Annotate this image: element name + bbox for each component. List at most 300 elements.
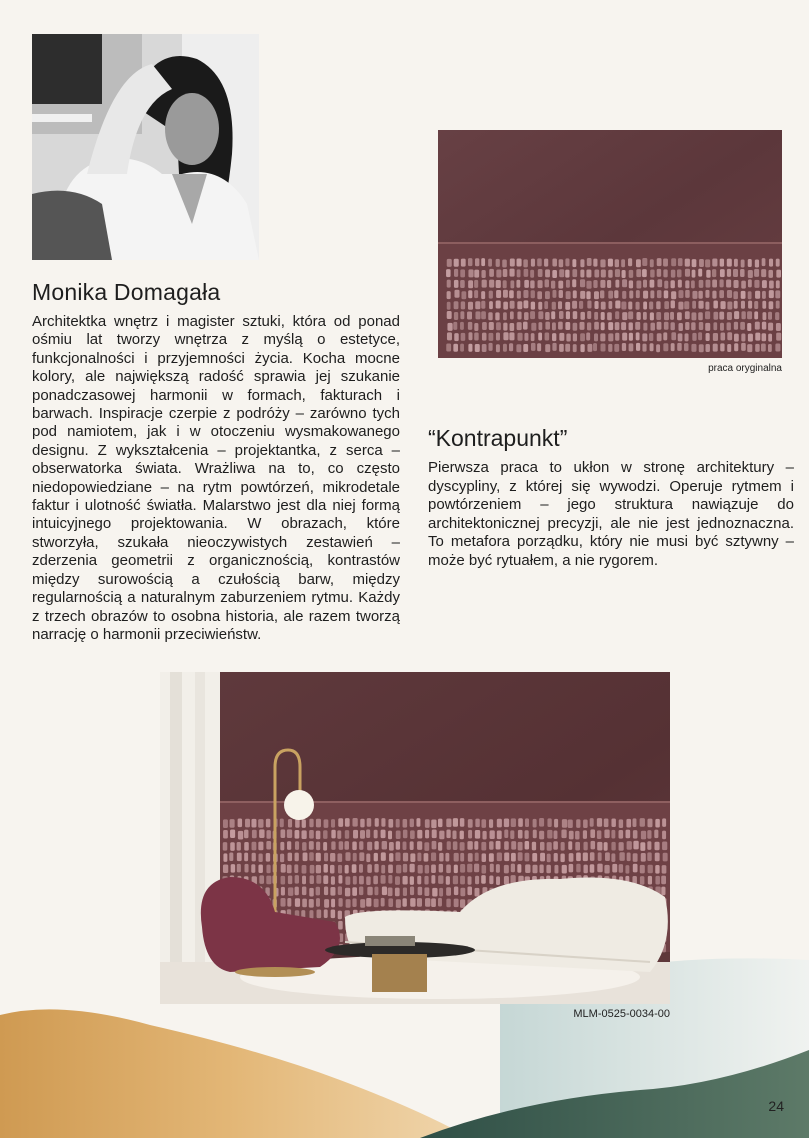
pattern-tile <box>309 841 314 850</box>
pattern-tile <box>517 269 521 277</box>
pattern-tile <box>615 333 619 341</box>
pattern-tile <box>281 876 286 885</box>
pattern-tile <box>590 829 595 838</box>
pattern-tile <box>569 864 574 873</box>
pattern-tile <box>496 290 501 298</box>
pattern-tile <box>510 311 514 319</box>
pattern-tile <box>626 830 631 839</box>
pattern-tile <box>633 853 638 862</box>
pattern-tile <box>727 290 732 298</box>
pattern-tile <box>540 842 544 851</box>
pattern-tile <box>460 853 464 862</box>
pattern-tile <box>608 301 612 309</box>
pattern-tile <box>587 300 591 308</box>
pattern-tile <box>439 853 443 862</box>
pattern-tile <box>503 332 508 340</box>
pattern-tile <box>467 841 472 850</box>
pattern-tile <box>475 301 480 309</box>
pattern-tile <box>316 898 320 907</box>
pattern-tile <box>684 301 689 309</box>
pattern-tile <box>530 280 534 288</box>
pattern-tile <box>538 322 542 330</box>
pattern-tile <box>720 333 725 341</box>
pattern-tile <box>281 887 285 896</box>
pattern-tile <box>424 887 429 896</box>
pattern-tile <box>629 291 633 299</box>
pattern-tile <box>517 864 521 873</box>
pattern-tile <box>410 819 414 828</box>
pattern-tile <box>447 841 451 850</box>
pattern-tile <box>489 280 494 288</box>
pattern-tile <box>657 258 662 266</box>
pattern-tile <box>769 259 773 267</box>
pattern-tile <box>417 876 421 885</box>
pattern-tile <box>615 300 620 308</box>
pattern-tile <box>768 323 773 331</box>
pattern-tile <box>573 323 578 331</box>
pattern-tile <box>504 865 509 874</box>
pattern-tile <box>330 887 335 896</box>
pattern-tile <box>650 280 655 288</box>
pattern-tile <box>636 312 640 320</box>
pattern-tile <box>762 280 767 288</box>
pattern-tile <box>568 819 573 828</box>
pattern-tile <box>640 876 644 885</box>
pattern-tile <box>452 831 456 840</box>
pattern-tile <box>597 864 602 873</box>
pattern-tile <box>552 333 556 341</box>
pattern-tile <box>474 290 478 298</box>
pattern-tile <box>439 888 443 897</box>
pattern-tile <box>460 876 465 885</box>
pattern-tile <box>309 819 313 828</box>
pattern-tile <box>625 865 629 874</box>
pattern-tile <box>755 333 760 341</box>
pattern-tile <box>496 322 501 330</box>
pattern-tile <box>628 302 632 310</box>
pattern-tile <box>460 899 465 908</box>
pattern-tile <box>438 819 442 828</box>
pattern-tile <box>604 842 608 851</box>
pattern-tile <box>633 841 638 850</box>
pattern-tile <box>531 343 536 351</box>
pattern-tile <box>671 270 675 278</box>
pattern-tile <box>490 864 494 873</box>
pattern-tile <box>288 887 293 896</box>
pattern-tile <box>504 876 509 885</box>
pattern-tile <box>346 899 351 908</box>
pattern-tile <box>396 865 401 874</box>
pattern-tile <box>545 269 550 277</box>
pattern-tile <box>447 332 452 340</box>
pattern-tile <box>647 852 651 861</box>
pattern-tile <box>650 259 654 267</box>
pattern-tile <box>454 312 458 320</box>
pattern-tile <box>496 841 501 850</box>
pattern-tile <box>367 818 372 827</box>
pattern-tile <box>587 322 591 330</box>
pattern-tile <box>518 830 523 839</box>
pattern-tile <box>302 865 307 874</box>
pattern-tile <box>712 269 716 277</box>
pattern-tile <box>453 344 458 352</box>
pattern-tile <box>446 876 450 885</box>
pattern-tile <box>489 853 494 862</box>
pattern-tile <box>551 281 555 289</box>
pattern-tile <box>748 270 753 278</box>
pattern-tile <box>619 819 623 828</box>
pattern-tile <box>481 819 486 828</box>
pattern-tile <box>447 311 452 319</box>
pattern-tile <box>554 865 558 874</box>
pattern-tile <box>396 841 400 850</box>
pattern-tile <box>604 819 609 828</box>
pattern-tile <box>640 865 645 874</box>
pattern-tile <box>629 280 633 288</box>
pattern-tile <box>547 830 552 839</box>
pattern-tile <box>539 865 543 874</box>
pattern-tile <box>726 279 731 287</box>
pattern-tile <box>468 819 473 828</box>
pattern-tile <box>338 921 343 930</box>
pattern-tile <box>544 301 548 309</box>
pattern-tile <box>331 830 335 839</box>
pattern-tile <box>608 344 612 352</box>
pattern-tile <box>244 842 249 851</box>
pattern-tile <box>374 864 378 873</box>
pattern-tile <box>266 819 271 828</box>
pattern-tile <box>468 258 472 266</box>
pattern-tile <box>481 258 485 266</box>
pattern-tile <box>712 291 716 299</box>
pattern-tile <box>754 280 759 288</box>
pattern-tile <box>747 323 751 331</box>
pattern-tile <box>454 290 459 298</box>
pattern-tile <box>497 831 502 840</box>
pattern-tile <box>580 344 584 352</box>
pattern-tile <box>223 853 227 862</box>
pattern-tile <box>677 269 682 277</box>
pattern-tile <box>460 322 464 330</box>
pattern-tile <box>410 841 414 850</box>
pattern-tile <box>706 280 711 288</box>
pattern-tile <box>670 312 674 320</box>
pattern-tile <box>580 270 584 278</box>
pattern-tile <box>664 281 668 289</box>
pattern-tile <box>474 864 479 873</box>
pattern-tile <box>381 830 386 839</box>
pattern-tile <box>740 322 745 330</box>
pattern-tile <box>367 864 372 873</box>
pattern-tile <box>417 841 422 850</box>
pattern-tile <box>425 830 429 839</box>
pattern-tile <box>259 875 264 884</box>
pattern-tile <box>720 269 725 277</box>
pattern-tile <box>748 291 752 299</box>
pattern-tile <box>655 865 659 874</box>
pattern-tile <box>517 291 521 299</box>
pattern-tile <box>705 302 709 310</box>
pattern-tile <box>699 344 704 352</box>
pattern-tile <box>538 269 543 277</box>
pattern-tile <box>517 333 522 341</box>
pattern-tile <box>503 280 507 288</box>
pattern-tile <box>720 301 725 309</box>
pattern-tile <box>453 876 458 885</box>
pattern-tile <box>734 343 738 351</box>
pattern-tile <box>366 829 370 838</box>
pattern-tile <box>410 853 415 862</box>
pattern-tile <box>359 886 363 895</box>
pattern-tile <box>565 302 570 310</box>
pattern-tile <box>454 301 459 309</box>
pattern-tile <box>545 322 550 330</box>
pattern-tile <box>524 333 528 341</box>
pattern-tile <box>657 279 662 287</box>
pattern-tile <box>402 898 406 907</box>
pattern-tile <box>593 280 597 288</box>
pattern-tile <box>775 312 779 320</box>
pattern-tile <box>302 887 306 896</box>
pattern-tile <box>615 322 620 330</box>
pattern-tile <box>431 864 436 873</box>
pattern-tile <box>594 312 598 320</box>
pattern-tile <box>461 291 466 299</box>
pattern-tile <box>510 323 515 331</box>
pattern-tile <box>685 259 690 267</box>
pattern-tile <box>531 333 535 341</box>
pattern-tile <box>671 343 675 351</box>
pattern-tile <box>769 290 774 298</box>
pattern-tile <box>238 831 243 840</box>
pattern-tile <box>607 280 611 288</box>
pattern-tile <box>237 853 242 862</box>
pattern-tile <box>266 853 270 862</box>
pattern-tile <box>381 875 386 884</box>
pattern-tile <box>586 291 590 299</box>
pattern-tile <box>374 887 378 896</box>
pattern-tile <box>619 830 624 839</box>
pattern-tile <box>636 302 640 310</box>
pattern-tile <box>303 853 308 862</box>
pattern-tile <box>461 301 465 309</box>
pattern-tile <box>468 322 472 330</box>
pattern-tile <box>691 280 695 288</box>
pattern-tile <box>359 841 363 850</box>
pattern-tile <box>671 332 676 340</box>
pattern-tile <box>316 819 321 828</box>
pattern-tile <box>425 898 430 907</box>
pattern-tile <box>331 876 335 885</box>
pattern-tile <box>510 258 515 266</box>
pattern-tile <box>524 269 529 277</box>
pattern-tile <box>523 259 527 267</box>
pattern-tile <box>388 865 393 874</box>
pattern-tile <box>511 841 516 850</box>
pattern-tile <box>316 842 320 851</box>
pattern-tile <box>345 852 350 861</box>
pattern-tile <box>266 876 271 885</box>
pattern-tile <box>482 865 487 874</box>
pattern-tile <box>572 269 577 277</box>
pattern-tile <box>684 343 688 351</box>
pattern-tile <box>619 852 624 861</box>
pattern-tile <box>460 864 465 873</box>
pattern-tile <box>734 259 738 267</box>
pattern-tile <box>345 818 350 827</box>
pattern-tile <box>316 865 321 874</box>
pattern-tile <box>776 333 781 341</box>
pattern-tile <box>558 322 563 330</box>
pattern-tile <box>424 853 429 862</box>
pattern-tile <box>643 280 647 288</box>
pattern-tile <box>604 829 609 838</box>
pattern-tile <box>475 830 480 839</box>
pattern-tile <box>633 830 638 839</box>
pattern-tile <box>538 280 543 288</box>
pattern-tile <box>583 853 588 862</box>
author-bio: Architektka wnętrz i magister sztuki, która od ponad ośmiu lat tworzy wnętrza z myślą o estetyce, funkcjonalności i przyjemności życia. Kocha mocne kolory, ale największą radość sprawia jej szukanie ponadczasowej harmonii w formach, fakturach i barwach. Inspiracje czerpie z podróży – zarówno tych pod namiotem, jak i w otoczeniu wysmakowanego designu. Z wykształcenia – projektantka, z serca – obserwatorka świata. Wrażliwa na to, co często niedopowiedziane – na rytm powtórzeń, mikrodetale faktur i ulotność światła. Malarstwo jest dla niej formą intuicyjnego projektowania. W obrazach, które stworzyła, szukała nieoczywistych zestawień – zderzenia geometrii z organicznością, kontrastów między surowością a czułością barw, między regularnością a naturalnym zaburzeniem rytmu. Każdy z trzech obrazów to osobna historia, ale razem tworzą narrację o harmonii przeciwieństw. <box>32 313 400 643</box>
pattern-tile <box>503 312 507 320</box>
pattern-tile <box>698 312 703 320</box>
pattern-tile <box>741 311 745 319</box>
pattern-tile <box>532 842 536 851</box>
pattern-tile <box>295 853 299 862</box>
pattern-tile <box>439 864 443 873</box>
pattern-tile <box>598 852 602 861</box>
pattern-tile <box>454 853 459 862</box>
pattern-tile <box>258 853 262 862</box>
pattern-tile <box>489 291 493 299</box>
pattern-tile <box>705 323 710 331</box>
pattern-tile <box>510 830 514 839</box>
pattern-tile <box>324 909 328 918</box>
pattern-tile <box>381 865 385 874</box>
pattern-tile <box>636 332 640 340</box>
pattern-tile <box>713 344 718 352</box>
pattern-tile <box>403 876 408 885</box>
pattern-tile <box>647 841 651 850</box>
pattern-tile <box>352 887 357 896</box>
pattern-tile <box>495 312 499 320</box>
pattern-tile <box>523 290 528 298</box>
pattern-tile <box>615 311 619 319</box>
pattern-tile <box>539 818 544 827</box>
pattern-tile <box>569 831 574 840</box>
pattern-tile <box>454 259 459 267</box>
pattern-tile <box>517 259 522 267</box>
pattern-tile <box>475 344 480 352</box>
pattern-tile <box>518 842 523 851</box>
pattern-tile <box>642 344 646 352</box>
pattern-tile <box>768 344 772 352</box>
pattern-tile <box>562 865 567 874</box>
pattern-tile <box>281 829 286 838</box>
pattern-tile <box>359 864 363 873</box>
pattern-tile <box>619 842 624 851</box>
pattern-tile <box>566 334 570 342</box>
pattern-tile <box>594 270 599 278</box>
pattern-tile <box>642 258 647 266</box>
pattern-tile <box>324 853 328 862</box>
pattern-tile <box>524 280 529 288</box>
pattern-tile <box>302 899 307 908</box>
pattern-tile <box>424 876 428 885</box>
pattern-tile <box>366 898 371 907</box>
pattern-tile <box>366 854 370 863</box>
pattern-tile <box>685 269 690 277</box>
pattern-tile <box>572 279 576 287</box>
pattern-tile <box>552 302 556 310</box>
author-name: Monika Domagała <box>32 279 221 305</box>
pattern-tile <box>360 830 365 839</box>
pattern-tile <box>579 322 584 330</box>
pattern-tile <box>705 259 710 267</box>
pattern-tile <box>517 301 522 309</box>
pattern-tile <box>611 853 615 862</box>
pattern-tile <box>559 333 564 341</box>
pattern-tile <box>720 323 724 331</box>
pattern-tile <box>733 280 738 288</box>
pattern-tile <box>706 270 710 278</box>
pattern-tile <box>467 864 472 873</box>
pattern-tile <box>518 818 523 827</box>
pattern-tile <box>475 853 479 862</box>
pattern-tile <box>468 290 472 298</box>
pattern-tile <box>288 819 292 828</box>
pattern-tile <box>395 876 400 885</box>
pattern-tile <box>475 819 479 828</box>
pattern-tile <box>594 322 599 330</box>
pattern-tile <box>769 281 774 289</box>
pattern-tile <box>331 899 335 908</box>
pattern-tile <box>295 887 299 896</box>
pattern-tile <box>642 333 647 341</box>
page-number: 24 <box>768 1098 784 1114</box>
pattern-tile <box>309 910 313 919</box>
pattern-tile <box>481 311 486 319</box>
pattern-tile <box>671 280 675 288</box>
pattern-tile <box>338 865 342 874</box>
pattern-tile <box>388 831 392 840</box>
pattern-tile <box>569 853 574 862</box>
pattern-tile <box>580 312 584 320</box>
pattern-tile <box>410 898 415 907</box>
artwork-caption: praca oryginalna <box>708 363 782 374</box>
pattern-tile <box>496 344 500 352</box>
pattern-tile <box>488 333 493 341</box>
pattern-tile <box>244 853 248 862</box>
pattern-tile <box>705 311 710 319</box>
pattern-tile <box>446 343 451 351</box>
pattern-tile <box>698 332 702 340</box>
pattern-tile <box>615 269 620 277</box>
pattern-tile <box>523 344 528 352</box>
pattern-tile <box>762 301 766 309</box>
pattern-tile <box>636 259 641 267</box>
pattern-tile <box>552 290 556 298</box>
pattern-tile <box>741 291 746 299</box>
pattern-tile <box>259 829 264 838</box>
pattern-tile <box>410 864 415 873</box>
pattern-tile <box>572 301 577 309</box>
pattern-tile <box>302 842 306 851</box>
pattern-tile <box>691 322 695 330</box>
pattern-tile <box>600 333 605 341</box>
pattern-tile <box>454 280 459 288</box>
pattern-tile <box>381 818 385 827</box>
pattern-tile <box>432 841 437 850</box>
